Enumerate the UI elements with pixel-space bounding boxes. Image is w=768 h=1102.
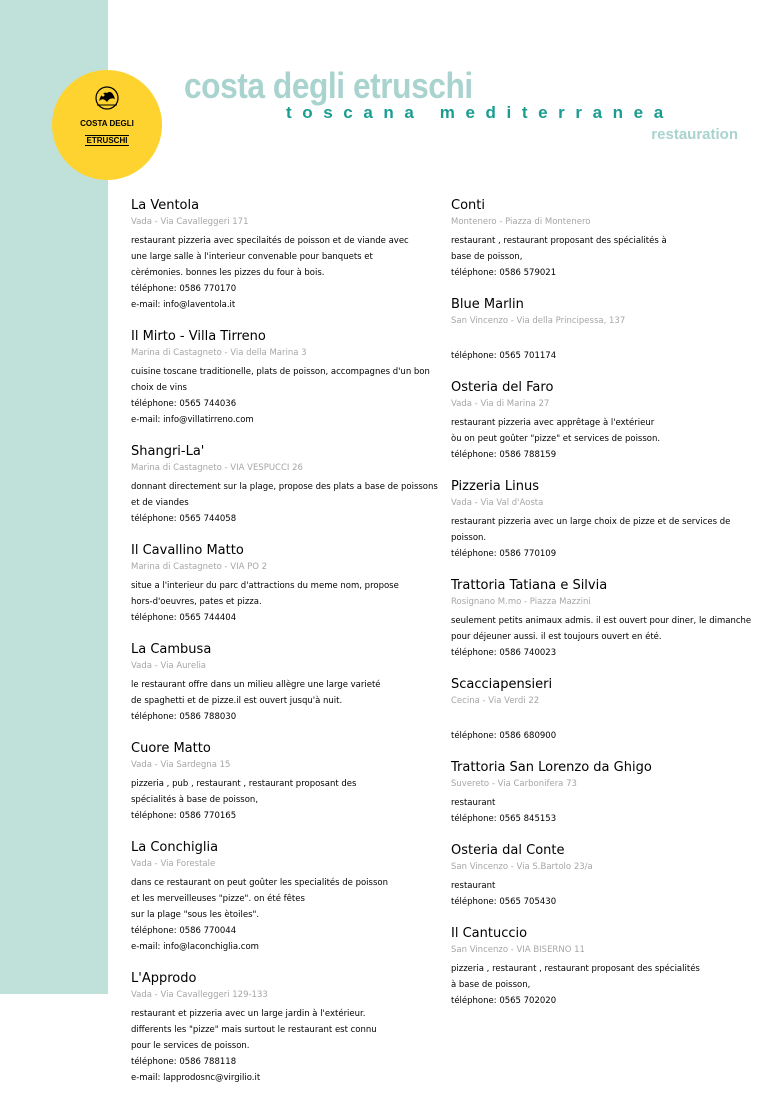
entry-spacer [451, 661, 751, 677]
restaurant-detail-line: pizzeria , restaurant , restaurant proposant des spécialités [451, 964, 700, 974]
restaurant-entry [451, 843, 751, 926]
entry-spacer [451, 827, 751, 843]
restaurant-address: Vada - Via Val d'Aosta [451, 498, 544, 508]
restaurant-detail-line: le restaurant offre dans un milieu allègre une large varieté [131, 680, 381, 690]
restaurant-address: Suvereto - Via Carbonifera 73 [451, 779, 577, 789]
restaurant-detail-line: téléphone: 0565 701174 [451, 351, 557, 361]
entry-spacer [451, 562, 751, 578]
restaurant-entry [451, 926, 751, 1025]
restaurant-detail-line: donnant directement sur la plage, propose des plats a base de poissons [131, 482, 438, 492]
etruscan-emblem-icon [92, 85, 122, 111]
entry-spacer [131, 824, 416, 840]
restaurant-address: Cecina - Via Verdi 22 [451, 696, 540, 706]
logo-badge [52, 70, 162, 180]
restaurant-address: Vada - Via Sardegna 15 [131, 760, 231, 770]
restaurant-detail-line: hors-d'oeuvres, pates et pizza. [131, 597, 262, 607]
restaurant-entry [131, 741, 416, 840]
restaurant-address: Marina di Castagneto - VIA VESPUCCI 26 [131, 463, 303, 473]
restaurant-entry [131, 971, 416, 1102]
logo-text-top: COSTA DEGLI [80, 119, 134, 128]
restaurant-detail-line: restaurant pizzeria avec apprêtage à l'extérieur [451, 418, 655, 428]
restaurant-name: Osteria del Faro [451, 380, 554, 395]
restaurant-address: Vada - Via Forestale [131, 859, 216, 869]
restaurant-entry [451, 380, 751, 479]
restaurant-entry [451, 760, 751, 843]
restaurant-name: L'Approdo [131, 971, 197, 986]
restaurant-name: Il Cavallino Matto [131, 543, 244, 558]
restaurant-detail-line: òu on peut goûter "pizze" et services de poisson. [451, 434, 661, 444]
restaurant-address: Vada - Via Cavalleggeri 129-133 [131, 990, 268, 1000]
restaurant-detail-line: restaurant , restaurant proposant des spécialités à [451, 236, 667, 246]
entry-spacer [131, 527, 416, 543]
restaurant-detail-line: restaurant [451, 881, 496, 891]
restaurant-address: Rosignano M.mo - Piazza Mazzini [451, 597, 591, 607]
restaurant-detail-line: téléphone: 0586 770170 [131, 284, 237, 294]
restaurant-address: Vada - Via Cavalleggeri 171 [131, 217, 249, 227]
restaurant-detail-line: restaurant pizzeria avec specilaités de poisson et de viande avec [131, 236, 409, 246]
restaurant-name: Scacciapensieri [451, 677, 553, 692]
restaurant-name: Osteria dal Conte [451, 843, 565, 858]
entry-spacer [131, 428, 416, 444]
restaurant-detail-line: de spaghetti et de pizze.il est ouvert jusqu'à nuit. [131, 696, 343, 706]
restaurant-entry [451, 297, 751, 380]
restaurant-entry [131, 198, 416, 329]
restaurant-entry [451, 198, 751, 297]
restaurant-detail-line: téléphone: 0586 788118 [131, 1057, 237, 1067]
restaurant-address: Vada - Via Aurelia [131, 661, 207, 671]
entry-spacer [451, 364, 751, 380]
entry-spacer [451, 463, 751, 479]
restaurant-detail-line: restaurant [451, 798, 496, 808]
left-column [131, 198, 438, 1102]
restaurant-address: San Vincenzo - Via S.Bartolo 23/a [451, 862, 593, 872]
restaurant-entry [131, 840, 416, 971]
restaurant-detail-line: e-mail: info@laventola.it [131, 300, 236, 310]
restaurant-detail-line: téléphone: 0586 740023 [451, 648, 557, 658]
restaurant-entry [451, 479, 751, 578]
restaurant-name: La Ventola [131, 198, 200, 213]
restaurant-detail-line: à base de poisson, [451, 980, 531, 990]
entry-spacer [451, 1009, 751, 1025]
restaurant-detail-line: sur la plage "sous les ètoiles". [131, 910, 260, 920]
restaurant-name: La Cambusa [131, 642, 212, 657]
restaurant-address: Marina di Castagneto - VIA PO 2 [131, 562, 268, 572]
restaurant-detail-line: pizzeria , pub , restaurant , restaurant proposant des [131, 779, 357, 789]
entry-spacer [131, 1086, 416, 1102]
restaurant-name: Pizzeria Linus [451, 479, 539, 494]
restaurant-detail-line: base de poisson, [451, 252, 523, 262]
section-label: restauration [651, 126, 738, 143]
restaurant-detail-line: et de viandes [131, 498, 189, 508]
restaurant-detail-line: téléphone: 0565 702020 [451, 996, 557, 1006]
restaurant-entry [131, 642, 416, 741]
restaurant-entry [131, 444, 438, 543]
brand-subtitle: toscana mediterranea [286, 103, 674, 122]
restaurant-detail-line: téléphone: 0586 579021 [451, 268, 557, 278]
restaurant-entry [131, 543, 416, 642]
entry-spacer [131, 313, 416, 329]
restaurant-detail-line: dans ce restaurant on peut goûter les specialités de poisson [131, 878, 388, 888]
restaurant-name: Trattoria Tatiana e Silvia [451, 578, 608, 593]
restaurant-detail-line: cuisine toscane traditionelle, plats de poisson, accompagnes d'un bon [131, 367, 430, 377]
restaurant-detail-line: téléphone: 0586 770109 [451, 549, 557, 559]
entry-spacer [451, 744, 751, 760]
restaurant-detail-line: téléphone: 0586 770044 [131, 926, 237, 936]
restaurant-detail-line: téléphone: 0565 845153 [451, 814, 557, 824]
restaurant-detail-line: téléphone: 0586 770165 [131, 811, 237, 821]
restaurant-name: Il Cantuccio [451, 926, 528, 941]
restaurant-detail-line [451, 712, 751, 728]
restaurant-name: Shangri-La' [131, 444, 205, 459]
restaurant-detail-line: téléphone: 0586 680900 [451, 731, 557, 741]
restaurant-detail-line: situe a l'interieur du parc d'attractions du meme nom, propose [131, 581, 399, 591]
restaurant-detail-line: téléphone: 0586 788030 [131, 712, 237, 722]
restaurant-detail-line: cèrémonies. bonnes les pizzes du four à bois. [131, 268, 325, 278]
restaurant-detail-line: pour le services de poisson. [131, 1041, 250, 1051]
restaurant-name: Blue Marlin [451, 297, 524, 312]
restaurant-name: Il Mirto - Villa Tirreno [131, 329, 266, 344]
restaurant-name: Trattoria San Lorenzo da Ghigo [451, 760, 652, 775]
restaurant-detail-line: téléphone: 0565 744036 [131, 399, 237, 409]
restaurant-address: San Vincenzo - Via della Principessa, 137 [451, 316, 626, 326]
logo-mark [76, 85, 138, 155]
restaurant-detail-line: poisson. [451, 533, 487, 543]
restaurant-detail-line: restaurant et pizzeria avec un large jardin à l'extérieur. [131, 1009, 366, 1019]
restaurant-name: La Conchiglia [131, 840, 219, 855]
restaurant-detail-line: téléphone: 0565 744404 [131, 613, 237, 623]
entry-spacer [451, 910, 751, 926]
restaurant-detail-line: seulement petits animaux admis. il est ouvert pour diner, le dimanche [451, 616, 752, 626]
restaurant-detail-line: e-mail: lapprodosnc@virgilio.it [131, 1073, 261, 1083]
restaurant-address: Vada - Via di Marina 27 [451, 399, 550, 409]
entry-spacer [131, 626, 416, 642]
brand-title: costa degli etruschi [184, 65, 473, 106]
restaurant-name: Conti [451, 198, 485, 213]
entry-spacer [131, 725, 416, 741]
restaurant-address: Montenero - Piazza di Montenero [451, 217, 591, 227]
restaurant-entry [451, 578, 751, 677]
restaurant-detail-line: e-mail: info@laconchiglia.com [131, 942, 259, 952]
restaurant-detail-line: restaurant pizzeria avec un large choix de pizze et de services de [451, 517, 731, 527]
restaurant-detail-line [451, 332, 751, 348]
entry-spacer [451, 281, 751, 297]
logo-text-bottom: ETRUSCHI [86, 136, 128, 145]
restaurant-detail-line: téléphone: 0565 744058 [131, 514, 237, 524]
restaurant-detail-line: pour déjeuner aussi. il est toujours ouvert en été. [451, 632, 662, 642]
restaurant-detail-line: et les merveilleuses "pizze". on été fêtes [131, 894, 305, 904]
restaurant-detail-line: e-mail: info@villatirreno.com [131, 415, 254, 425]
restaurant-entry [131, 329, 430, 444]
restaurant-detail-line: choix de vins [131, 383, 187, 393]
entry-spacer [131, 955, 416, 971]
restaurant-address: Marina di Castagneto - Via della Marina 3 [131, 348, 307, 358]
restaurant-detail-line: téléphone: 0586 788159 [451, 450, 557, 460]
restaurant-detail-line: téléphone: 0565 705430 [451, 897, 557, 907]
restaurant-address: San Vincenzo - VIA BISERNO 11 [451, 945, 585, 955]
restaurant-detail-line: une large salle à l'interieur convenable pour banquets et [131, 252, 373, 262]
restaurant-name: Cuore Matto [131, 741, 211, 756]
restaurant-entry [451, 677, 751, 760]
right-column [451, 198, 751, 1025]
restaurant-detail-line: differents les "pizze" mais surtout le restaurant est connu [131, 1025, 377, 1035]
restaurant-detail-line: spécialités à base de poisson, [131, 795, 259, 805]
